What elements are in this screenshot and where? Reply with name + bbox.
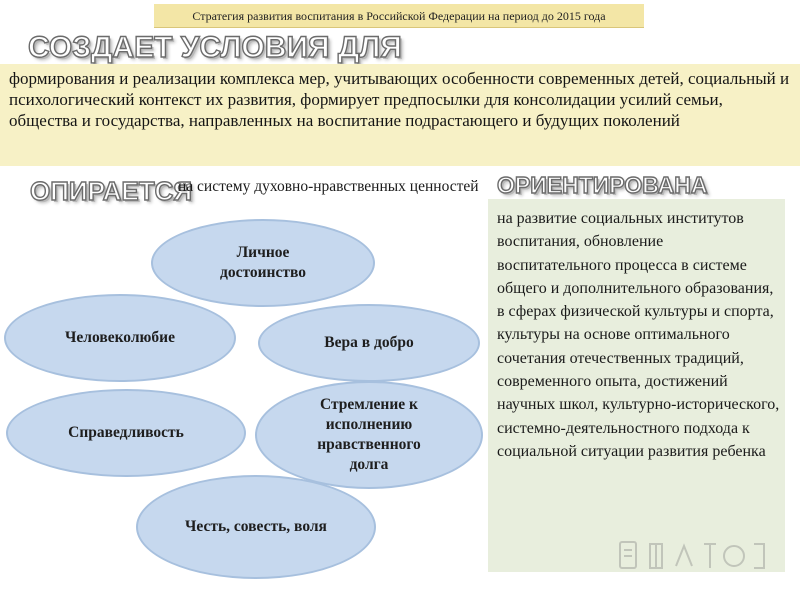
value-label-justice: Справедливость — [68, 424, 184, 441]
relies-description: на систему духовно-нравственных ценностей — [178, 178, 479, 195]
value-oval-honor — [136, 475, 376, 579]
top-banner: Стратегия развития воспитания в Российской Федерации на период до 2015 года — [154, 4, 644, 28]
heading-creates-conditions: СОЗДАЕТ УСЛОВИЯ ДЛЯ — [28, 31, 402, 64]
watermark-graphic — [600, 536, 780, 576]
value-oval-humanity — [4, 294, 236, 382]
value-oval-dignity — [151, 219, 375, 307]
oriented-text-box: на развитие социальных институтов воспитания, обновление воспитательного процесса в системе общего и дополнительного образования, в сферах физической культуры и спорта, культуры на основе оптимального сочетания отечественных традиций, современного опыта, достижений научных школ, культурно-исторического, системно-деятельностного подхода к социальной ситуации развития ребенка — [488, 199, 785, 572]
value-label-humanity: Человеколюбие — [65, 329, 175, 346]
value-oval-faith — [258, 304, 480, 382]
value-label-faith: Вера в добро — [324, 334, 414, 351]
heading-relies: ОПИРАЕТСЯ — [30, 176, 193, 206]
value-label-honor: Честь, совесть, воля — [185, 518, 327, 535]
value-oval-justice — [6, 389, 246, 477]
heading-oriented: ОРИЕНТИРОВАНА — [497, 172, 708, 198]
value-oval-duty — [255, 381, 483, 489]
value-label-dignity: Личное достоинство — [220, 244, 306, 281]
value-label-duty: Стремление к исполнению нравственного долга — [317, 396, 421, 473]
intro-text-box: формирования и реализации комплекса мер, учитывающих особенности современных детей, социальный и психологический контекст их развития, формирует предпосылки для консолидации усилий семьи, общества и государства, направленных на воспитание подрастающего и будущих поколений — [0, 64, 800, 166]
